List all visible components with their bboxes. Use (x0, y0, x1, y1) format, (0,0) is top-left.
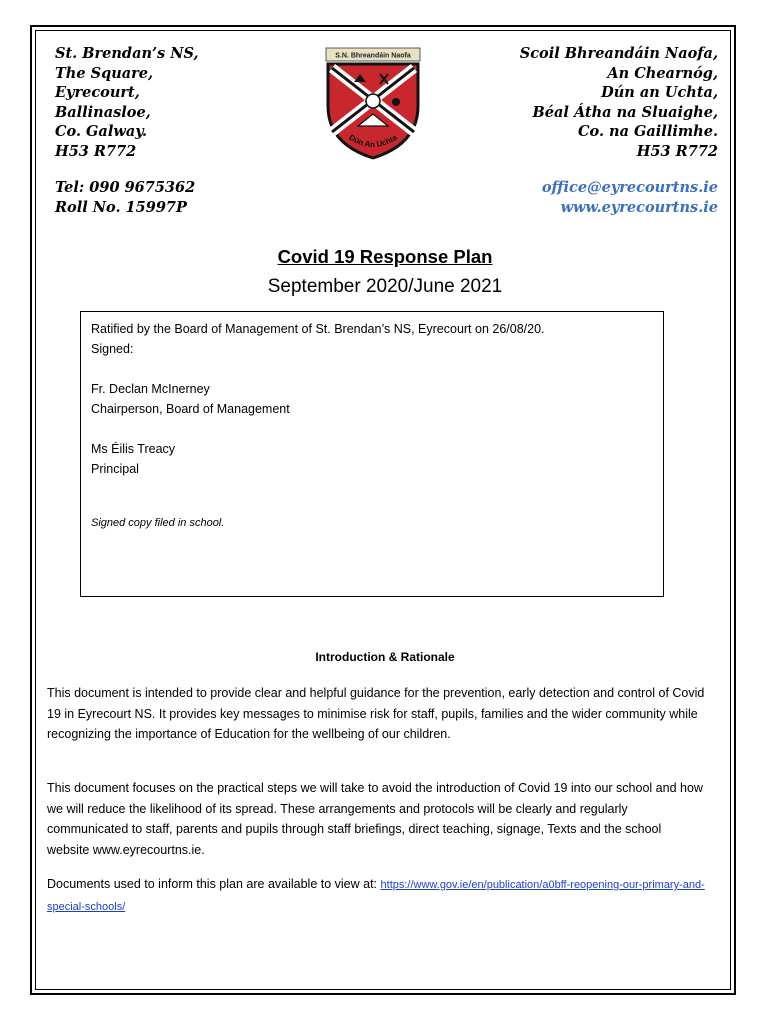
crest-banner-text: S.N. Bhreandáin Naofa (335, 52, 411, 60)
address-line: Co. Galway. (55, 123, 148, 140)
address-line: An Chearnóg, (607, 64, 718, 82)
school-crest-logo (318, 44, 428, 162)
chair-role: Chairperson, Board of Management (91, 402, 290, 416)
address-line: Eyrecourt, (55, 84, 140, 101)
website-link[interactable]: www.eyrecourtns.ie (560, 198, 718, 216)
address-line: H53 R772 (636, 142, 718, 160)
signed-copy-note: Signed copy filed in school. (91, 517, 225, 529)
address-line: Béal Átha na Sluaighe, (532, 103, 718, 121)
address-line: Co. na Gaillimhe. (577, 123, 718, 140)
address-line: Ballinasloe, (55, 103, 151, 121)
email-link[interactable]: office@eyrecourtns.ie (541, 179, 718, 196)
crest-motto: Dún An Uchta (347, 132, 399, 150)
intro-paragraph-1: This document is intended to provide clear and helpful guidance for the prevention, early detection and control of Covid 19 in Eyrecourt NS. It provides key messages to minimise risk for staff, pupils, families and the wider community while recognizing the importance of Education for the wellbeing of our children. (47, 686, 705, 741)
intro-paragraph-2: This document focuses on the practical steps we will take to avoid the introduction of Covid 19 into our school and how we will reduce the likelihood of its spread. These arrangements and protocols will be clearly and regularly communicated to staff, parents and pupils through staff briefings, direct teaching, signage, Texts and the school website www.eyrecourtns.ie. (47, 781, 703, 857)
contact-left (55, 178, 285, 217)
principal-role: Principal (91, 462, 139, 476)
contact-right (438, 178, 718, 217)
telephone: Tel: 090 9675362 (55, 179, 196, 196)
address-line: Scoil Bhreandáin Naofa, (519, 45, 718, 62)
document-subtitle: September 2020/June 2021 (267, 276, 503, 297)
documents-text: Documents used to inform this plan are available to view at: (47, 877, 381, 891)
address-irish (438, 44, 718, 161)
ratification-box (80, 311, 664, 597)
principal-name: Ms Éilis Treacy (91, 442, 176, 456)
document-title: Covid 19 Response Plan (277, 246, 493, 267)
chair-name: Fr. Declan McInerney (91, 382, 210, 396)
documents-link[interactable]: https://www.gov.ie/en/publication/a0bff-reopening-our-primary-and-special-schools/ (47, 879, 705, 913)
address-line: St. Brendan’s NS, (55, 45, 199, 62)
address-line: H53 R772 (55, 142, 137, 160)
signed-label: Signed: (91, 342, 134, 356)
intro-heading: Introduction & Rationale (315, 650, 455, 664)
documents-paragraph (47, 874, 707, 917)
ratification-statement: Ratified by the Board of Management of St. Brendan’s NS, Eyrecourt on 26/08/20. (91, 322, 545, 336)
address-line: The Square, (55, 64, 154, 82)
roll-number: Roll No. 15997P (55, 198, 187, 216)
address-line: Dún an Uchta, (601, 84, 718, 101)
address-english (55, 44, 285, 161)
